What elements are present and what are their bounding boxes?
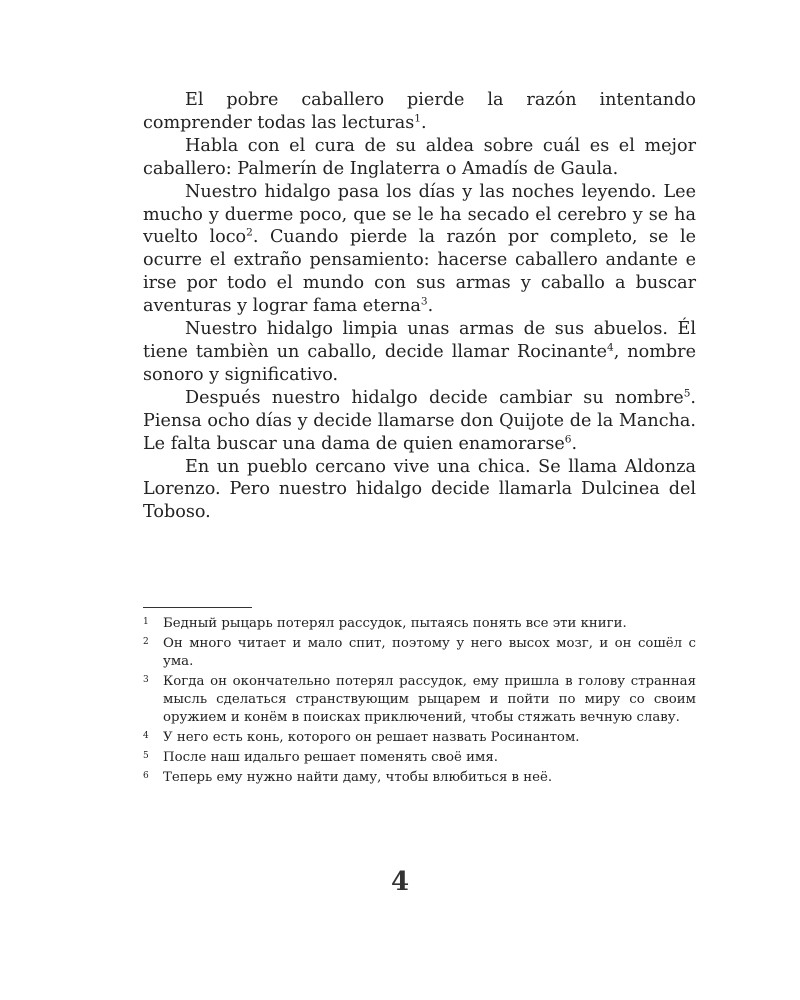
footnote-ref: 5 (683, 387, 691, 400)
footnote-text: Когда он окончательно потерял рассудок, ему пришла в голову странная мысль сделаться странствующим рыцарем и пойти по миру со своим оружием и конём в поисках приключений, чтобы стяжать вечную славу. (163, 674, 696, 725)
paragraph (143, 89, 696, 135)
paragraph-text: , nombre sonoro y significativo. (143, 341, 696, 385)
paragraph-text: El pobre caballero pierde la razón intentando comprender todas las lecturas (143, 90, 696, 133)
footnote-ref: 6 (564, 433, 572, 446)
paragraph-text: Nuestro hidalgo limpia unas armas de sus abuelos. Él tiene tambièn un caballo, decide llamar Rocinante (143, 319, 696, 362)
footnote (143, 769, 696, 787)
paragraph-text: . Cuando pierde la razón por completo, se le ocurre el extraño pensamiento: hacerse caballero andante e irse por todo el mundo con sus armas y caballo a buscar aventuras y lograr fama eterna (143, 227, 697, 317)
paragraph (143, 456, 696, 525)
footnote-text: Он много читает и мало спит, поэтому у него высох мозг, и он сошёл с ума. (163, 636, 696, 669)
footnote (143, 615, 696, 633)
body-text (143, 89, 696, 524)
footnote-number: 2 (143, 637, 149, 647)
paragraph-text: . (420, 112, 427, 133)
footnote-number: 4 (143, 731, 149, 741)
footnote-text: Теперь ему нужно найти даму, чтобы влюбиться в неё. (163, 770, 553, 785)
paragraph-text: Nuestro hidalgo pasa los días y las noches leyendo. Lee mucho y duerme poco, que se le ha secado el cerebro y se ha vuelto loco (143, 181, 696, 248)
paragraph-text: . (571, 433, 578, 454)
paragraph (143, 135, 696, 181)
footnote (143, 635, 696, 671)
footnote-text: У него есть конь, которого он решает назвать Росинантом. (163, 730, 580, 745)
paragraph-text: . Piensa ocho días y decide llamarse don Quijote de la Mancha. Le falta buscar una dama de quien enamorarse (143, 387, 696, 454)
footnote-ref: 4 (606, 341, 614, 354)
footnote (143, 729, 696, 747)
paragraph (143, 387, 696, 456)
footnote-ref: 2 (246, 227, 253, 240)
footnote (143, 673, 696, 727)
footnote-number: 6 (143, 771, 149, 781)
page-number: 4 (390, 867, 410, 897)
footnote-text: Бедный рыцарь потерял рассудок, пытаясь понять все эти книги. (163, 616, 627, 631)
footnotes (143, 615, 696, 789)
paragraph-text: Habla con el cura de su aldea sobre cuál es el mejor caballero: Palmerín de Inglaterra o Amadís de Gaula. (143, 135, 696, 179)
footnote-ref: 1 (414, 112, 421, 125)
footnote-number: 1 (143, 617, 149, 627)
paragraph-text: . (427, 296, 434, 317)
paragraph (143, 181, 696, 318)
footnote-number: 3 (143, 675, 149, 685)
paragraph-text: Después nuestro hidalgo decide cambiar su nombre (185, 387, 684, 408)
footnote (143, 749, 696, 767)
paragraph (143, 318, 696, 387)
paragraph-text: En un pueblo cercano vive una chica. Se llama Aldonza Lorenzo. Pero nuestro hidalgo decide llamarla Dulcinea del Toboso. (143, 456, 696, 523)
footnote-divider (143, 607, 252, 608)
footnote-text: После наш идальго решает поменять своё имя. (163, 750, 498, 765)
footnote-ref: 3 (420, 295, 428, 308)
footnote-number: 5 (143, 751, 149, 761)
